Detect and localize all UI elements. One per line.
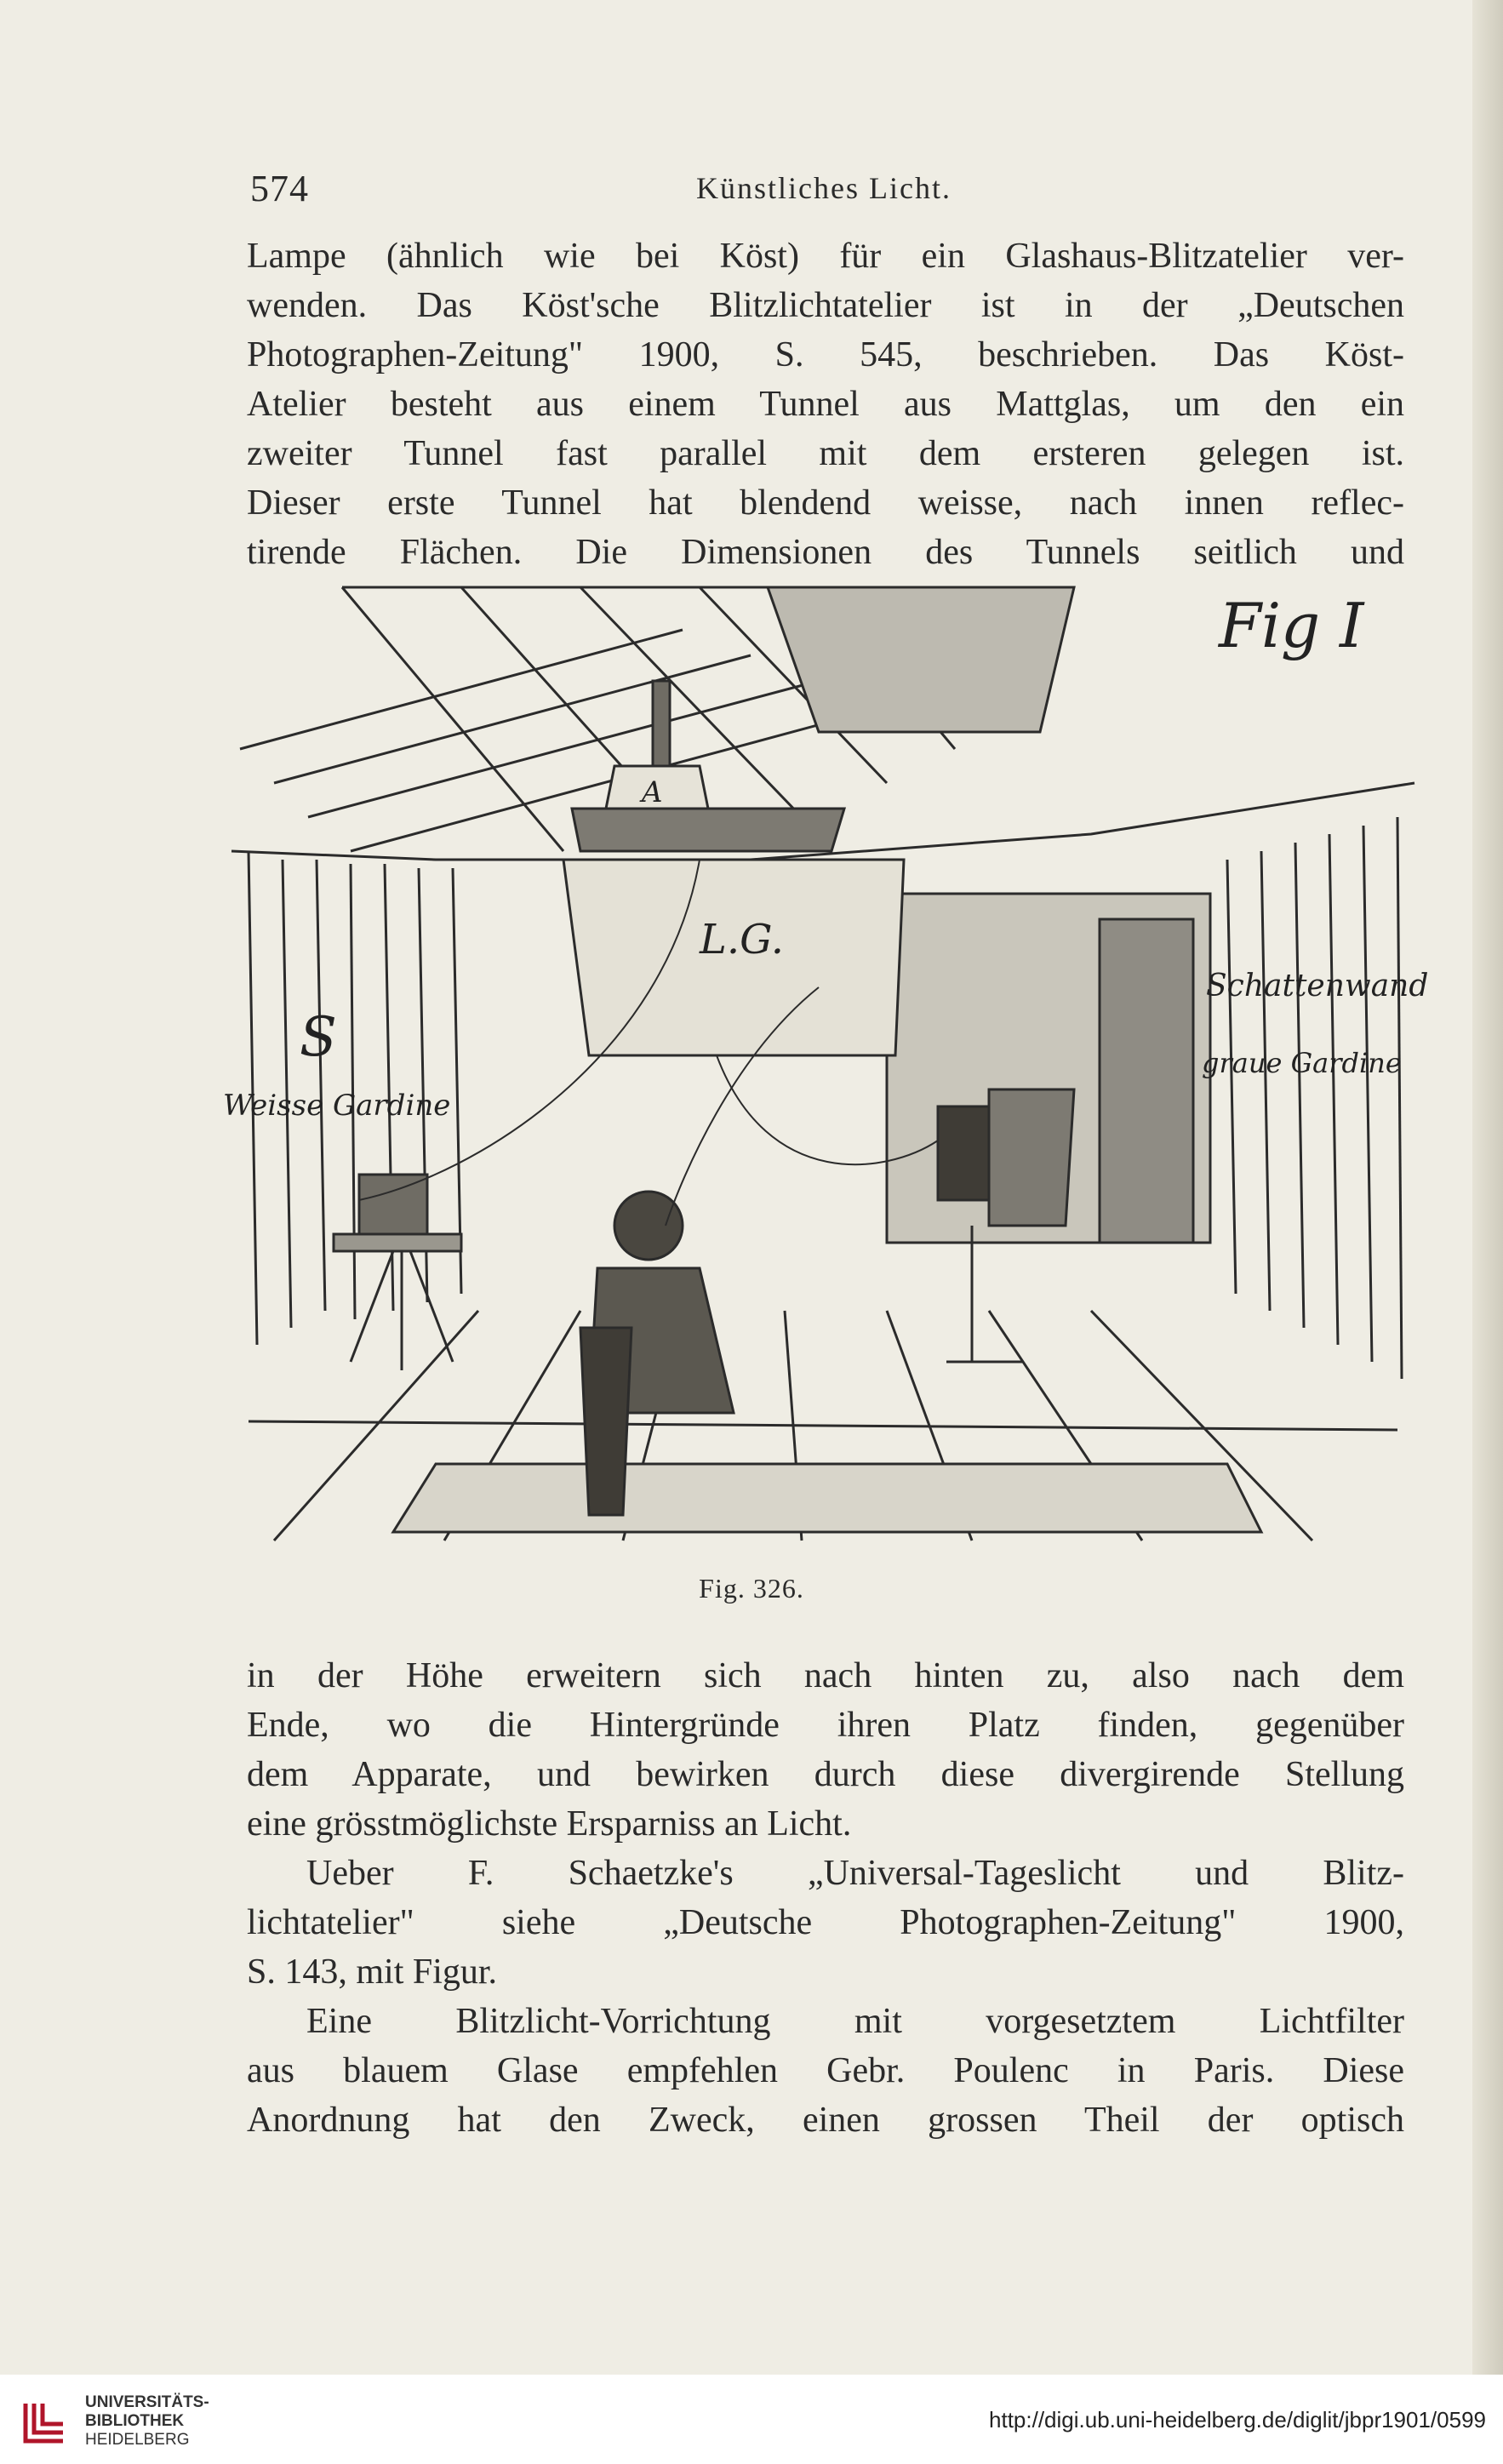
text-line: tirende Flächen. Die Dimensionen des Tunnels seitlich und <box>247 533 1404 572</box>
paragraph-schaetzke <box>247 1849 1404 1997</box>
source-url-link[interactable]: http://digi.ub.uni-heidelberg.de/diglit/jbpr1901/0599 <box>989 2407 1486 2433</box>
text-line: wenden. Das Köst'sche Blitzlichtatelier ist in der „Deutschen <box>247 286 1404 325</box>
text-line: Lampe (ähnlich wie bei Köst) für ein Glashaus-Blitzatelier ver- <box>247 237 1404 276</box>
running-head: Künstliches Licht. <box>696 171 952 205</box>
text-line: lichtatelier" siehe „Deutsche Photographen-Zeitung" 1900, <box>247 1903 1404 1942</box>
scan-edge <box>1472 0 1503 2464</box>
text-line: Eine Blitzlicht-Vorrichtung mit vorgesetztem Lichtfilter <box>306 2002 1404 2041</box>
shadow-wall-label: Schattenwand <box>1206 969 1429 1003</box>
atelier-engraving <box>223 579 1449 1558</box>
library-name <box>85 2393 209 2450</box>
paragraph-continuation <box>247 1651 1404 1849</box>
figure-illustration <box>223 579 1449 1558</box>
page-number: 574 <box>250 168 309 209</box>
page-header <box>245 167 1403 218</box>
grey-curtain-label: graue Gardine <box>1202 1047 1402 1079</box>
footer-bar <box>0 2375 1503 2464</box>
lamp-label: A <box>642 775 663 809</box>
text-line: Dieser erste Tunnel hat blendend weisse, nach innen reflec- <box>247 483 1404 523</box>
text-line: Anordnung hat den Zweck, einen grossen Theil der optisch <box>247 2101 1404 2140</box>
library-logo-icon <box>19 2397 70 2448</box>
text-line: Photographen-Zeitung" 1900, S. 545, beschrieben. Das Köst- <box>247 335 1404 374</box>
screen-letter-label: S <box>300 1006 337 1069</box>
glass-label: L.G. <box>700 916 785 963</box>
text-line: S. 143, mit Figur. <box>247 1952 498 1992</box>
library-name-line: UNIVERSITÄTS- <box>85 2393 209 2411</box>
figure-caption: Fig. 326. <box>699 1573 804 1604</box>
figure-mark-label: Fig I <box>1219 590 1364 661</box>
white-curtain-label: Weisse Gardine <box>223 1089 451 1123</box>
library-name-line: BIBLIOTHEK <box>85 2412 185 2430</box>
text-line: dem Apparate, und bewirken durch diese divergirende Stellung <box>247 1755 1404 1794</box>
text-line: eine grösstmöglichste Ersparniss an Licht. <box>247 1804 852 1844</box>
library-city: HEIDELBERG <box>85 2431 190 2449</box>
paragraph-poulenc <box>247 1997 1404 2145</box>
text-line: zweiter Tunnel fast parallel mit dem ersteren gelegen ist. <box>247 434 1404 473</box>
text-line: Ende, wo die Hintergründe ihren Platz finden, gegenüber <box>247 1706 1404 1745</box>
text-line: Atelier besteht aus einem Tunnel aus Mattglas, um den ein <box>247 385 1404 424</box>
text-line: Ueber F. Schaetzke's „Universal-Tageslicht und Blitz- <box>306 1854 1404 1893</box>
text-line: in der Höhe erweitern sich nach hinten zu, also nach dem <box>247 1656 1404 1695</box>
paragraph-top <box>247 232 1404 577</box>
text-line: aus blauem Glase empfehlen Gebr. Poulenc in Paris. Diese <box>247 2051 1404 2090</box>
